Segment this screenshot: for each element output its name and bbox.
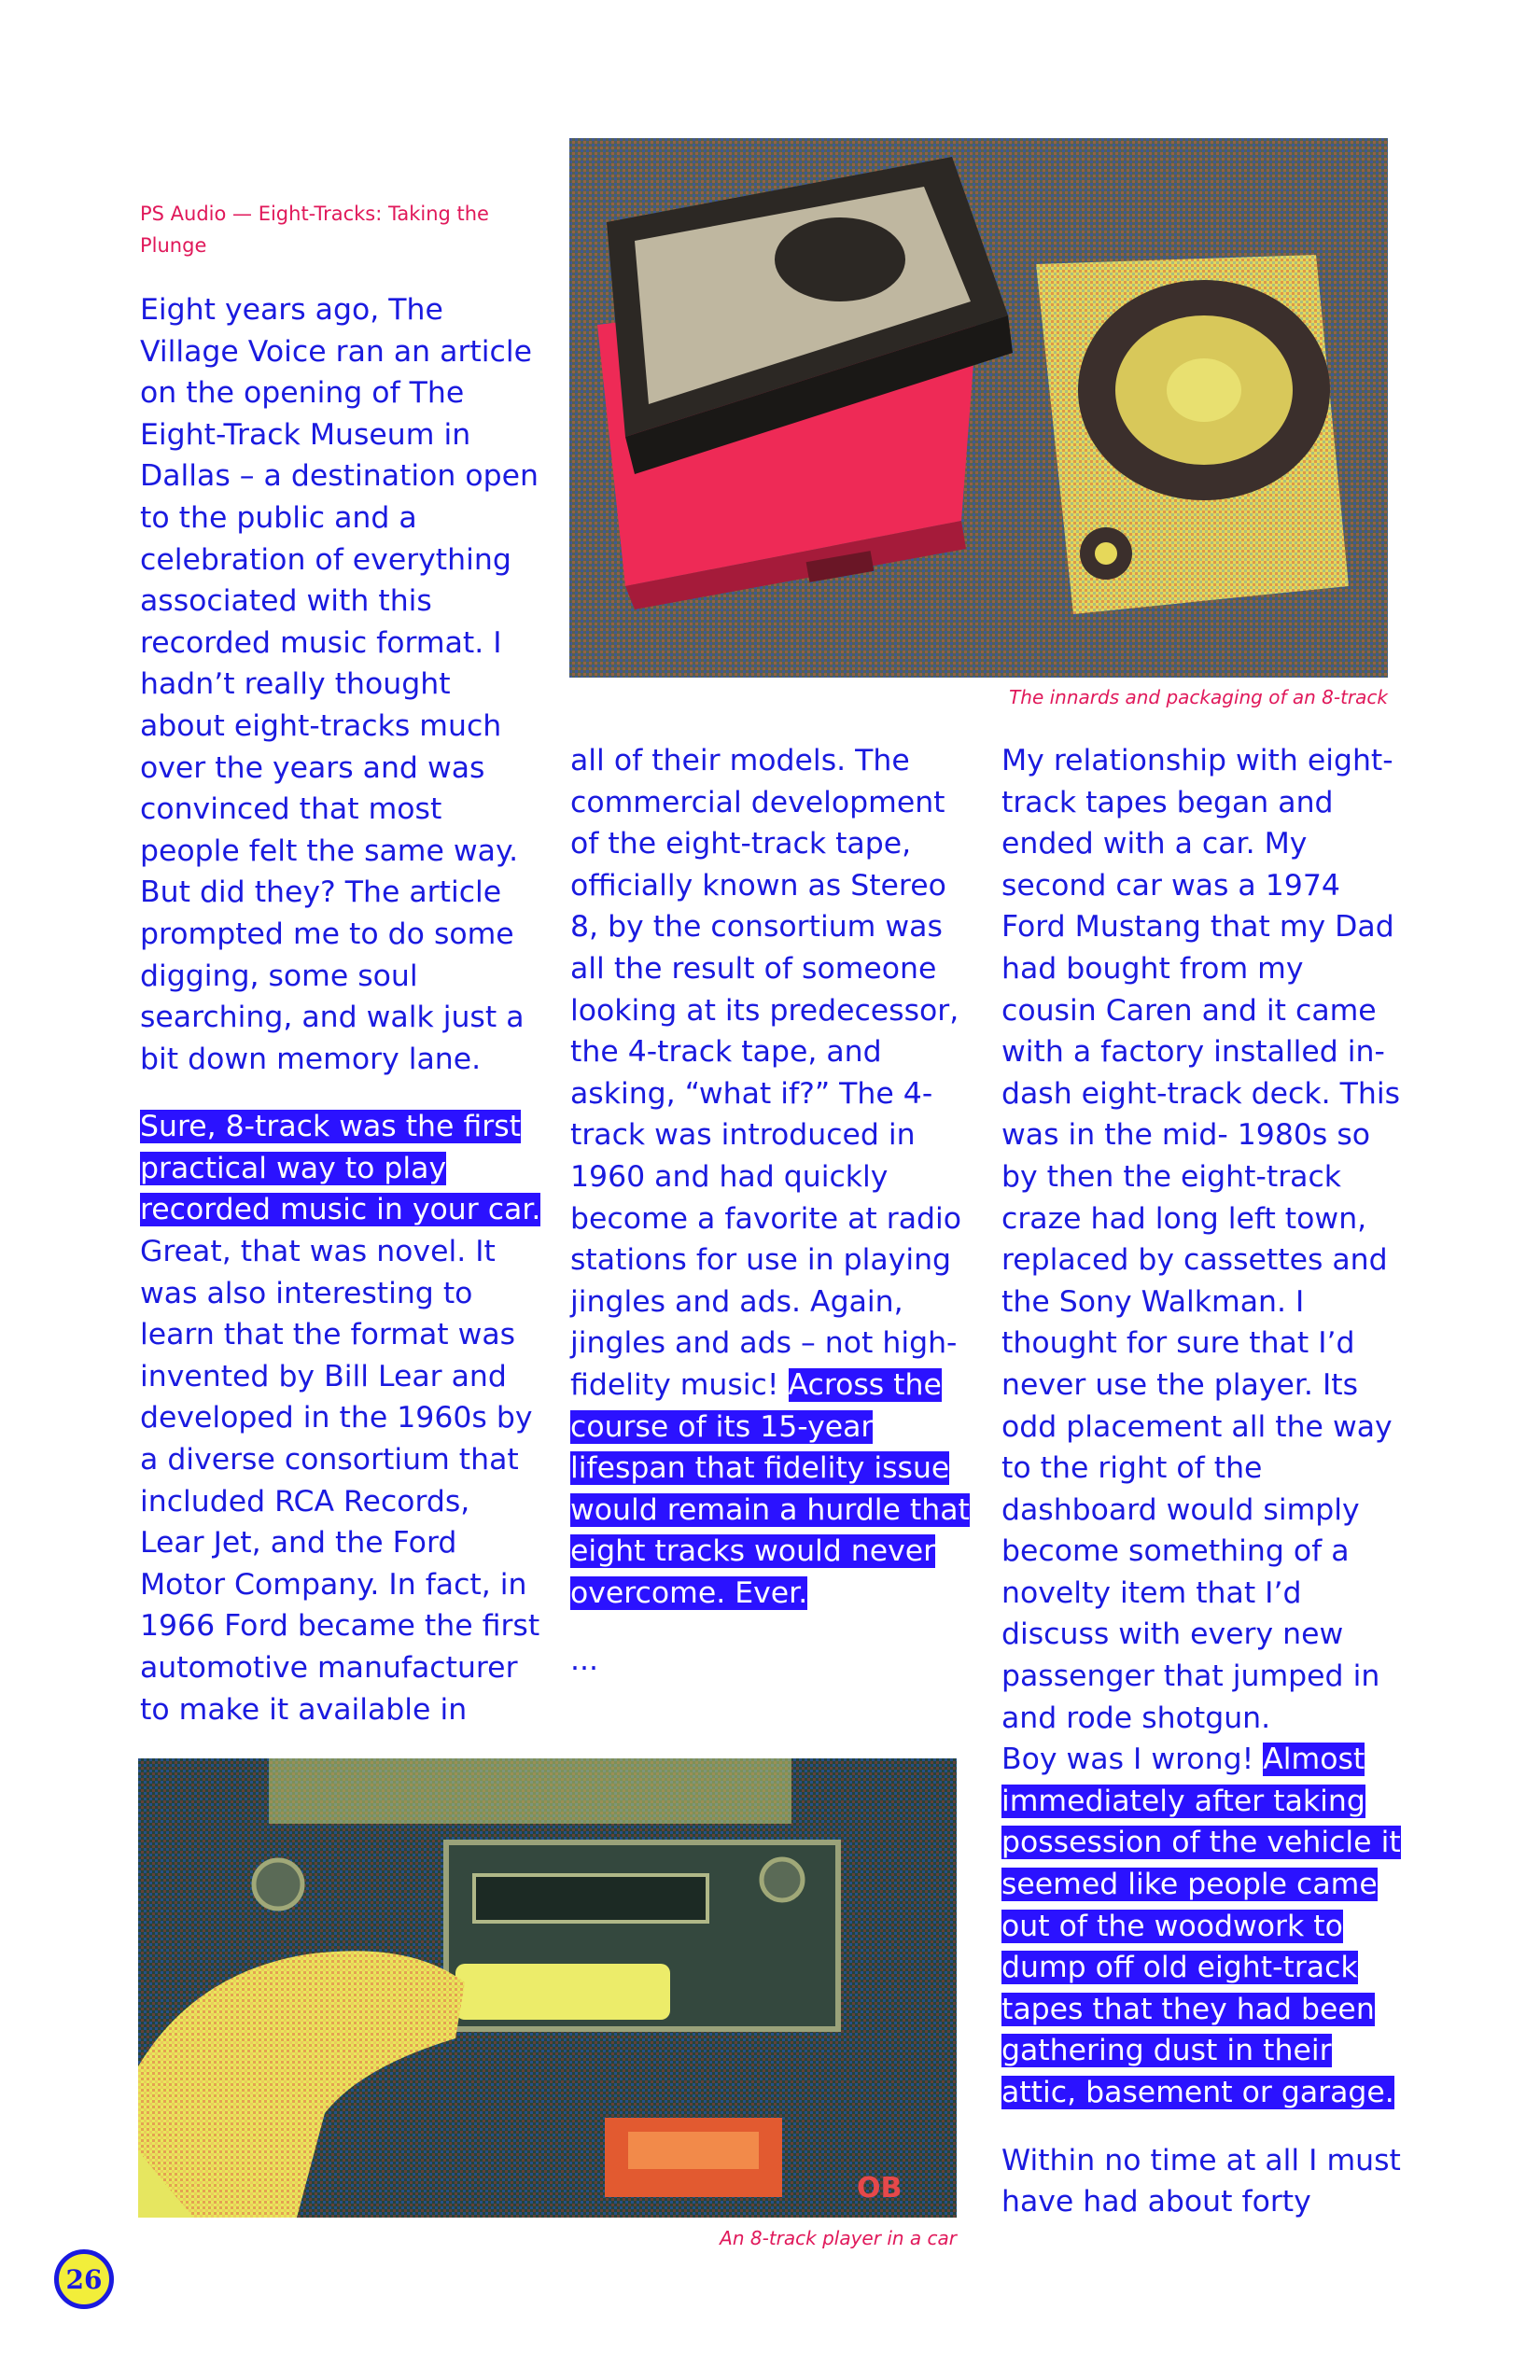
column-1-paragraph-2-rest: Great, that was novel. It was also interesting to learn that the format was invented by Bill Lear and developed in the 1960s by a diverse consortium that included RCA Records, Lear Jet, and the Ford Motor Company. In fact, in 1966 Ford became the first automotive manufacturer to make it available in xyxy=(140,1235,540,1727)
highlighted-text: Across the course of its 15-year lifespan that fidelity issue would remain a hurdle that eight tracks would never overcome. Ever. xyxy=(570,1367,970,1610)
header-line-2: Plunge xyxy=(140,234,207,257)
car-eight-track-player-photo xyxy=(138,1758,957,2218)
page-number-badge xyxy=(54,2249,114,2309)
top-photo-caption: The innards and packaging of an 8-track xyxy=(1009,686,1388,708)
eight-track-cartridges-illustration xyxy=(569,138,1388,678)
column-3-paragraph-2 xyxy=(1001,1739,1403,2113)
decal-mark: OB xyxy=(857,2172,903,2205)
column-3-paragraph-1: My relationship with eight-track tapes began and ended with a car. My second car was a 1974 Ford Mustang that my Dad had bought from my cousin Caren and it came with a factory installed in-dash eight-track deck. This was in the mid- 1980s so by then the eight-track craze had long left town, replaced by cassettes and the Sony Walkman. I thought for sure that I’d never use the player. Its odd placement all the way to the right of the dashboard would simply become something of a novelty item that I’d discuss with every new passenger that jumped in and rode shotgun. xyxy=(1001,744,1401,1735)
car-eight-track-player-illustration xyxy=(138,1758,957,2218)
header-line-1: PS Audio — Eight-Tracks: Taking the xyxy=(140,203,489,225)
column-2 xyxy=(570,740,972,1682)
continuation-ellipsis: ... xyxy=(570,1644,599,1678)
column-2-paragraph-1-start: all of their models. The commercial development of the eight-track tape, officially known as Stereo 8, by the consortium was all the result of someone looking at its predecessor, the 4-track tape, and asking, “what if?” The 4-track was introduced in 1960 and had quickly become a favorite at radio stations for use in playing jingles and ads. Again, jingles and ads – not high-fidelity music! xyxy=(570,744,962,1402)
column-1 xyxy=(140,289,541,1730)
column-3 xyxy=(1001,740,1403,2223)
bottom-photo-caption: An 8-track player in a car xyxy=(720,2227,957,2249)
column-1-paragraph-2 xyxy=(140,1106,541,1730)
page-number: 26 xyxy=(65,2263,103,2295)
highlighted-text: Sure, 8-track was the first practical way to play recorded music in your car. xyxy=(140,1110,541,1227)
column-2-paragraph-1 xyxy=(570,740,972,1614)
column-1-paragraph-1: Eight years ago, The Village Voice ran an article on the opening of The Eight-Track Museum in Dallas – a destination open to the public and a celebration of everything associated with this recorded music format. I hadn’t really thought about eight-tracks much over the years and was convinced that most people felt the same way. But did they? The article prompted me to do some digging, some soul searching, and walk just a bit down memory lane. xyxy=(140,293,539,1076)
highlighted-text: Almost immediately after taking possession of the vehicle it seemed like people came out of the woodwork to dump off old eight-track tapes that they had been gathering dust in their attic, basement or garage. xyxy=(1001,1743,1401,2109)
article-header xyxy=(140,198,504,261)
column-3-paragraph-3: Within no time at all I must have had about forty xyxy=(1001,2143,1401,2219)
eight-track-cartridges-photo xyxy=(569,138,1388,678)
column-3-paragraph-2-start: Boy was I wrong! xyxy=(1001,1743,1264,1777)
